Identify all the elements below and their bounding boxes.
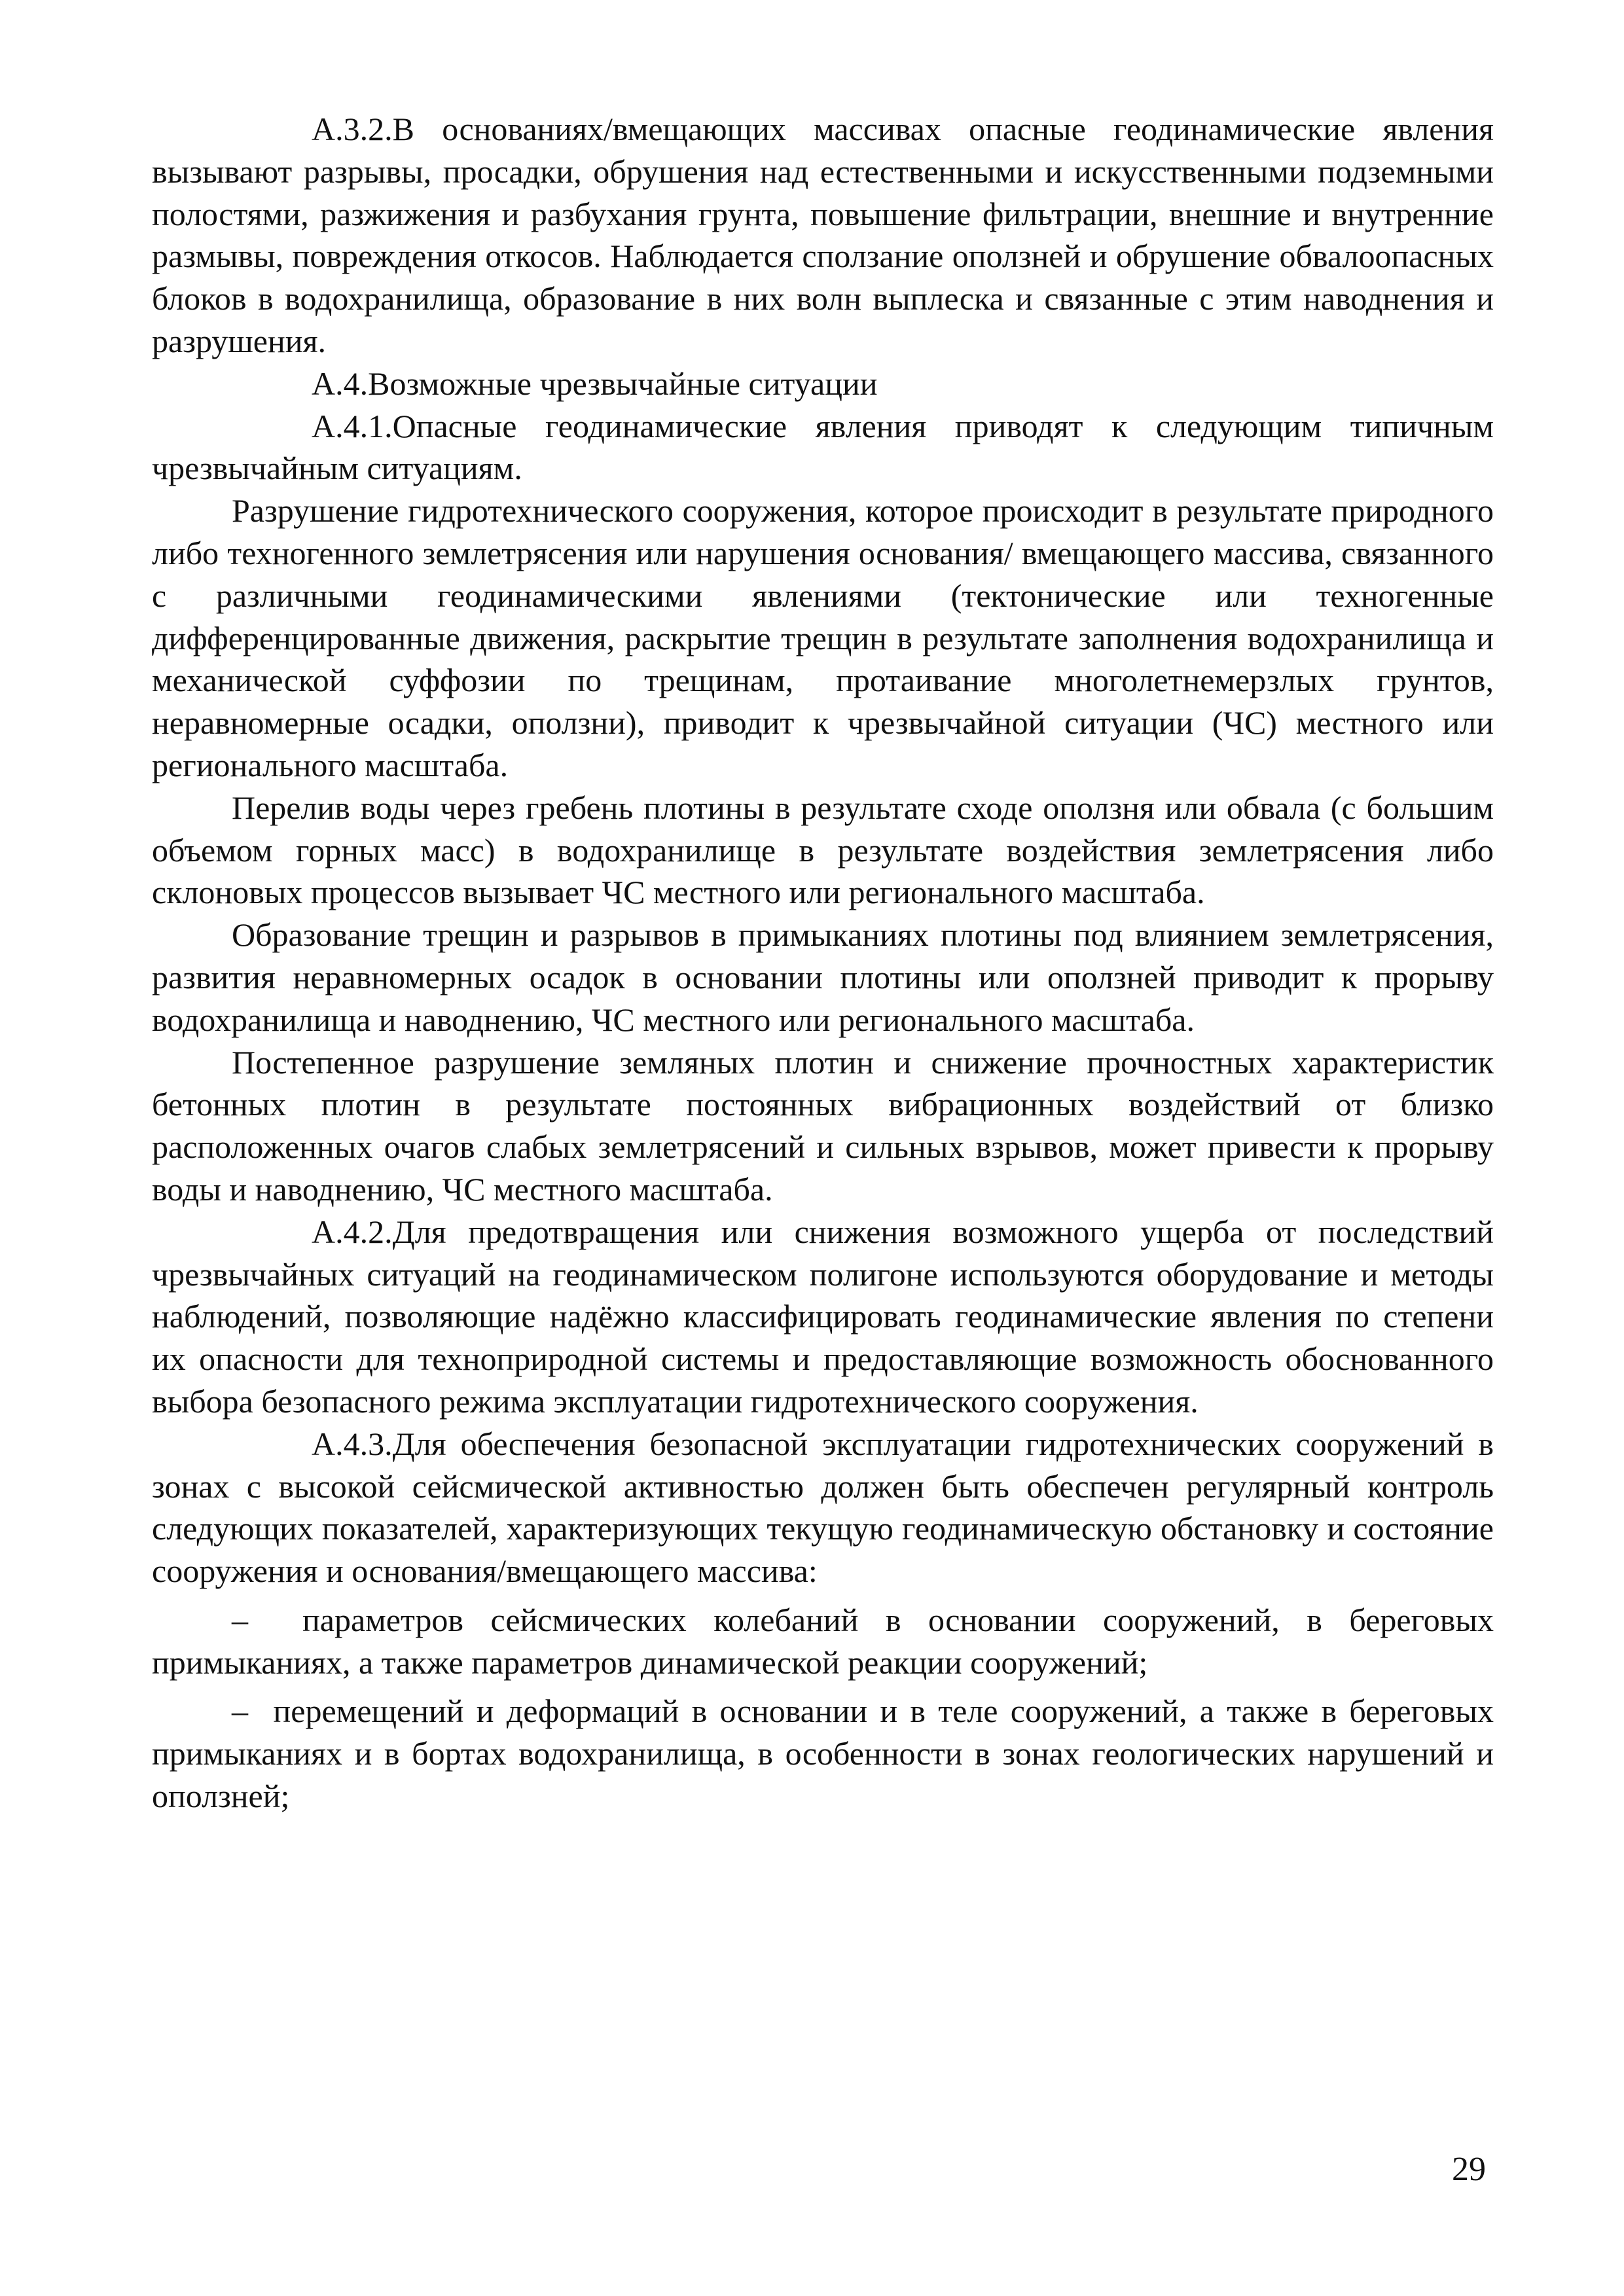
- paragraph-text: Постепенное разрушение земляных плотин и снижение прочностных характеристик бетонных плотин в результате постоянных вибрационных воздействий от близко расположенных очагов слабых землетрясений и сильных взрывов, может привести к прорыву воды и наводнению, ЧС местного масштаба.: [152, 1043, 1494, 1208]
- list-item: [152, 1599, 1494, 1684]
- paragraph-text: Образование трещин и разрывов в примыканиях плотины под влиянием землетрясения, развития неравномерных осадок в основании плотины или оползней приводит к прорыву водохранилища и наводнению, ЧС местного или регионального масштаба.: [152, 916, 1494, 1038]
- dash-bullet: –: [232, 1693, 248, 1730]
- list-item-text: перемещений и деформаций в основании и в теле сооружений, а также в береговых примыканиях и в бортах водохранилища, в особенности в зонах геологических нарушений и оползней;: [152, 1693, 1494, 1815]
- paragraph-a-3-2: [152, 108, 1494, 363]
- section-heading-a-4: [152, 363, 1494, 405]
- paragraph-text: Разрушение гидротехнического сооружения, которое происходит в результате природного либо техногенного землетрясения или нарушения основания/ вмещающего массива, связанного с различными геодинамическими явлениями (тектонические или техногенные дифференцированные движения, раскрытие трещин в результате заполнения водохранилища и механической суффозии по трещинам, протаивание многолетнемерзлых грунтов, неравномерные осадки, оползни), приводит к чрезвычайной ситуации (ЧС) местного или регионального масштаба.: [152, 492, 1494, 783]
- paragraph-dam-destruction: [152, 490, 1494, 787]
- list-item-text: параметров сейсмических колебаний в основании сооружений, в береговых примыканиях, а также параметров динамической реакции сооружений;: [152, 1601, 1494, 1681]
- paragraph-cracks: [152, 914, 1494, 1041]
- paragraph-text: Для обеспечения безопасной эксплуатации гидротехнических сооружений в зонах с высокой сейсмической активностью должен быть обеспечен регулярный контроль следующих показателей, характеризующих текущую геодинамическую обстановку и состояние сооружения и основания/вмещающего массива:: [152, 1425, 1494, 1590]
- paragraph-text: Опасные геодинамические явления приводят к следующим типичным чрезвычайным ситуациям.: [152, 407, 1494, 487]
- paragraph-a-4-2: [152, 1211, 1494, 1423]
- paragraph-gradual-destruction: [152, 1041, 1494, 1211]
- paragraph-overtopping: [152, 787, 1494, 914]
- paragraph-text: В основаниях/вмещающих массивах опасные геодинамические явления вызывают разрывы, просадки, обрушения над естественными и искусственными подземными полостями, разжижения и разбухания грунта, повышение фильтрации, внешние и внутренние размывы, повреждения откосов. Наблюдается сползание оползней и обрушение обвалоопасных блоков в водохранилища, образование в них волн выплеска и связанные с этим наводнения и разрушения.: [152, 111, 1494, 359]
- page-number: 29: [1452, 2151, 1486, 2188]
- section-number: А.4.3.: [312, 1425, 393, 1462]
- section-number: А.4.: [312, 365, 369, 402]
- section-number: А.3.2.: [312, 111, 393, 147]
- document-page: [152, 108, 1494, 1818]
- paragraph-text: Перелив воды через гребень плотины в результате сходе оползня или обвала (с большим объемом горных масс) в водохранилище в результате воздействия землетрясения либо склоновых процессов вызывает ЧС местного или регионального масштаба.: [152, 789, 1494, 911]
- section-title: Возможные чрезвычайные ситуации: [368, 365, 878, 402]
- section-number: А.4.2.: [312, 1213, 393, 1250]
- paragraph-a-4-3: [152, 1423, 1494, 1592]
- list-item: [152, 1690, 1494, 1817]
- paragraph-a-4-1: [152, 405, 1494, 490]
- section-number: А.4.1.: [312, 407, 393, 444]
- dash-bullet: –: [232, 1601, 248, 1638]
- paragraph-text: Для предотвращения или снижения возможного ущерба от последствий чрезвычайных ситуаций на геодинамическом полигоне используются оборудование и методы наблюдений, позволяющие надёжно классифицировать геодинамические явления по степени их опасности для техноприродной системы и предоставляющие возможность обоснованного выбора безопасного режима эксплуатации гидротехнического сооружения.: [152, 1213, 1494, 1420]
